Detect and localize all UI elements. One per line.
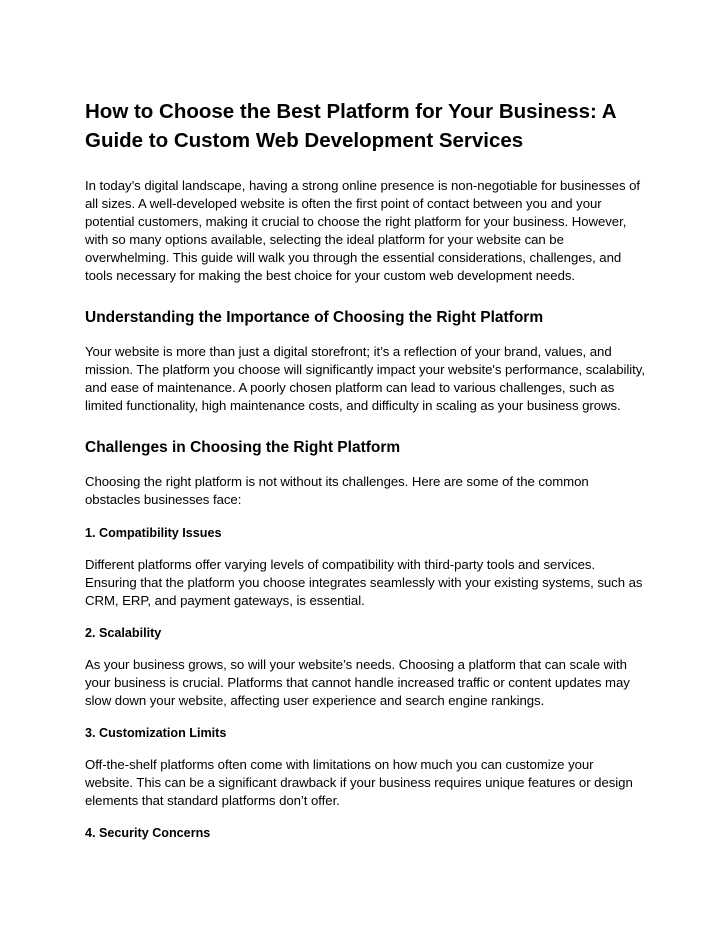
intro-paragraph: In today’s digital landscape, having a strong online presence is non-negotiable for businesses of all sizes. A well-developed website is often the first point of contact between you and your potential customers, making it crucial to choose the right platform for your business. However, with so many options available, selecting the ideal platform for your website can be overwhelming. This guide will walk you through the essential considerations, challenges, and tools necessary for making the best choice for your custom web development needs. [85,178,641,283]
paragraph-customization: Off-the-shelf platforms often come with limitations on how much you can customize your website. This can be a significant drawback if your business requires unique features or design elements that standard platforms don’t offer. [85,757,633,808]
section-paragraph-challenges-intro: Choosing the right platform is not without its challenges. Here are some of the common obstacles businesses face: [85,474,589,507]
subheading-security: 4. Security Concerns [85,826,211,840]
paragraph-scalability: As your business grows, so will your website’s needs. Choosing a platform that can scale with your business is crucial. Platforms that cannot handle increased traffic or content updates may slow down your website, affecting user experience and search engine rankings. [85,657,630,708]
document-title: How to Choose the Best Platform for Your Business: A Guide to Custom Web Development Services [85,100,616,152]
section-heading-challenges: Challenges in Choosing the Right Platform [85,439,401,456]
subheading-customization: 3. Customization Limits [85,726,227,740]
document-page [85,97,645,856]
paragraph-compatibility: Different platforms offer varying levels of compatibility with third-party tools and services. Ensuring that the platform you choose integrates seamlessly with your existing systems, such as CRM, ERP, and payment gateways, is essential. [85,557,643,608]
section-heading-importance: Understanding the Importance of Choosing the Right Platform [85,309,544,326]
subheading-compatibility: 1. Compatibility Issues [85,526,222,540]
section-paragraph-importance: Your website is more than just a digital storefront; it’s a reflection of your brand, values, and mission. The platform you choose will significantly impact your website's performance, scalability, and ease of maintenance. A poorly chosen platform can lead to various challenges, such as limited functionality, high maintenance costs, and difficulty in scaling as your business grows. [85,344,645,413]
subheading-scalability: 2. Scalability [85,626,162,640]
